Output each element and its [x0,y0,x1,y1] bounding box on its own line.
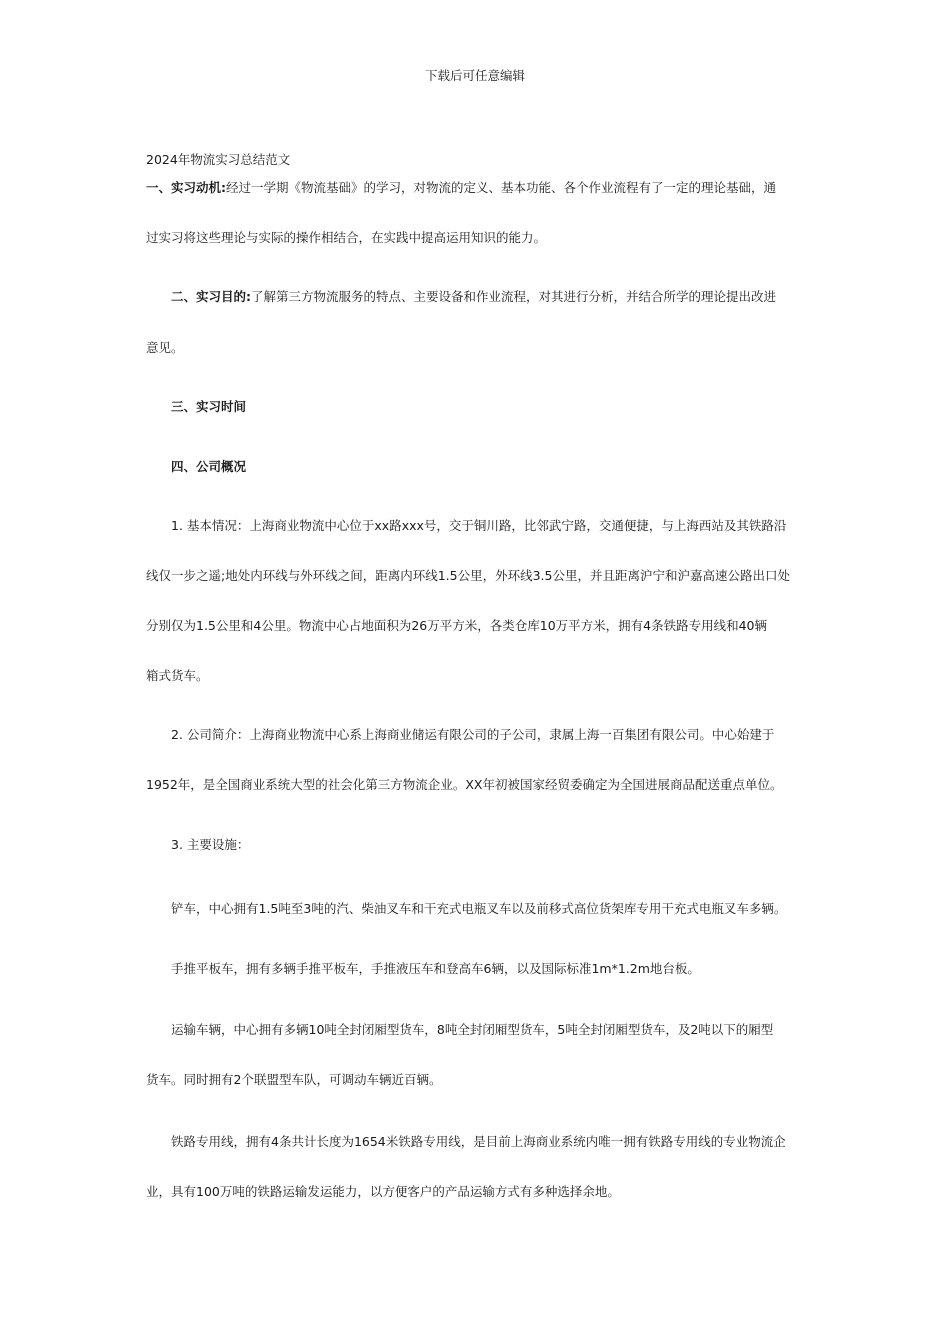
facilities-heading: 3. 主要设施： [171,837,250,852]
railway-line-1: 铁路专用线，拥有4条共计长度为1654米铁路专用线，是目前上海商业系统内唯一拥有铁路专用线的专业物流企 [171,1134,786,1149]
section-1-text: 经过一学期《物流基础》的学习，对物流的定义、基本功能、各个作业流程有了一定的理论基础，通 [226,180,777,195]
section-2-text: 了解第三方物流服务的特点、主要设备和作业流程，对其进行分析，并结合所学的理论提出改进 [251,289,777,304]
section-1-line-1 [146,179,776,197]
document-title: 2024年物流实习总结范文 [146,152,291,167]
basic-info-line-1: 1. 基本情况：上海商业物流中心位于xx路xxx号，交于铜川路，比邻武宁路，交通便捷，与上海西站及其铁路沿 [171,518,787,533]
section-2-line-1 [171,288,776,306]
page-header: 下载后可任意编辑 [424,68,525,83]
section-1-label: 一、实习动机: [146,180,226,195]
cart-line: 手推平板车，拥有多辆手推平板车，手推液压车和登高车6辆，以及国际标准1m*1.2m地台板。 [171,961,700,976]
section-1-line-2: 过实习将这些理论与实际的操作相结合，在实践中提高运用知识的能力。 [146,230,547,245]
basic-info-line-2: 线仅一步之遥;地处内环线与外环线之间，距离内环线1.5公里，外环线3.5公里，并且距离沪宁和沪嘉高速公路出口处 [146,568,790,583]
forklift-line: 铲车，中心拥有1.5吨至3吨的汽、柴油叉车和干充式电瓶叉车以及前移式高位货架库专用干充式电瓶叉车多辆。 [171,901,787,916]
section-2-label: 二、实习目的: [171,289,251,304]
section-3-heading: 三、实习时间 [171,399,247,414]
transport-line-2: 货车。同时拥有2个联盟型车队，可调动车辆近百辆。 [146,1072,442,1087]
transport-line-1: 运输车辆，中心拥有多辆10吨全封闭厢型货车，8吨全封闭厢型货车，5吨全封闭厢型货车，及2吨以下的厢型 [171,1022,774,1037]
basic-info-line-4: 箱式货车。 [146,668,209,683]
railway-line-2: 业，具有100万吨的铁路运输发运能力，以方便客户的产品运输方式有多种选择余地。 [146,1184,620,1199]
section-4-heading: 四、公司概况 [171,459,247,474]
basic-info-line-3: 分别仅为1.5公里和4公里。物流中心占地面积为26万平方米，各类仓库10万平方米，拥有4条铁路专用线和40辆 [146,618,768,633]
section-2-line-2: 意见。 [146,340,184,355]
company-intro-line-2: 1952年，是全国商业系统大型的社会化第三方物流企业。XX年初被国家经贸委确定为全国进展商品配送重点单位。 [146,777,783,792]
company-intro-line-1: 2. 公司简介：上海商业物流中心系上海商业储运有限公司的子公司，隶属上海一百集团有限公司。中心始建于 [171,727,775,742]
